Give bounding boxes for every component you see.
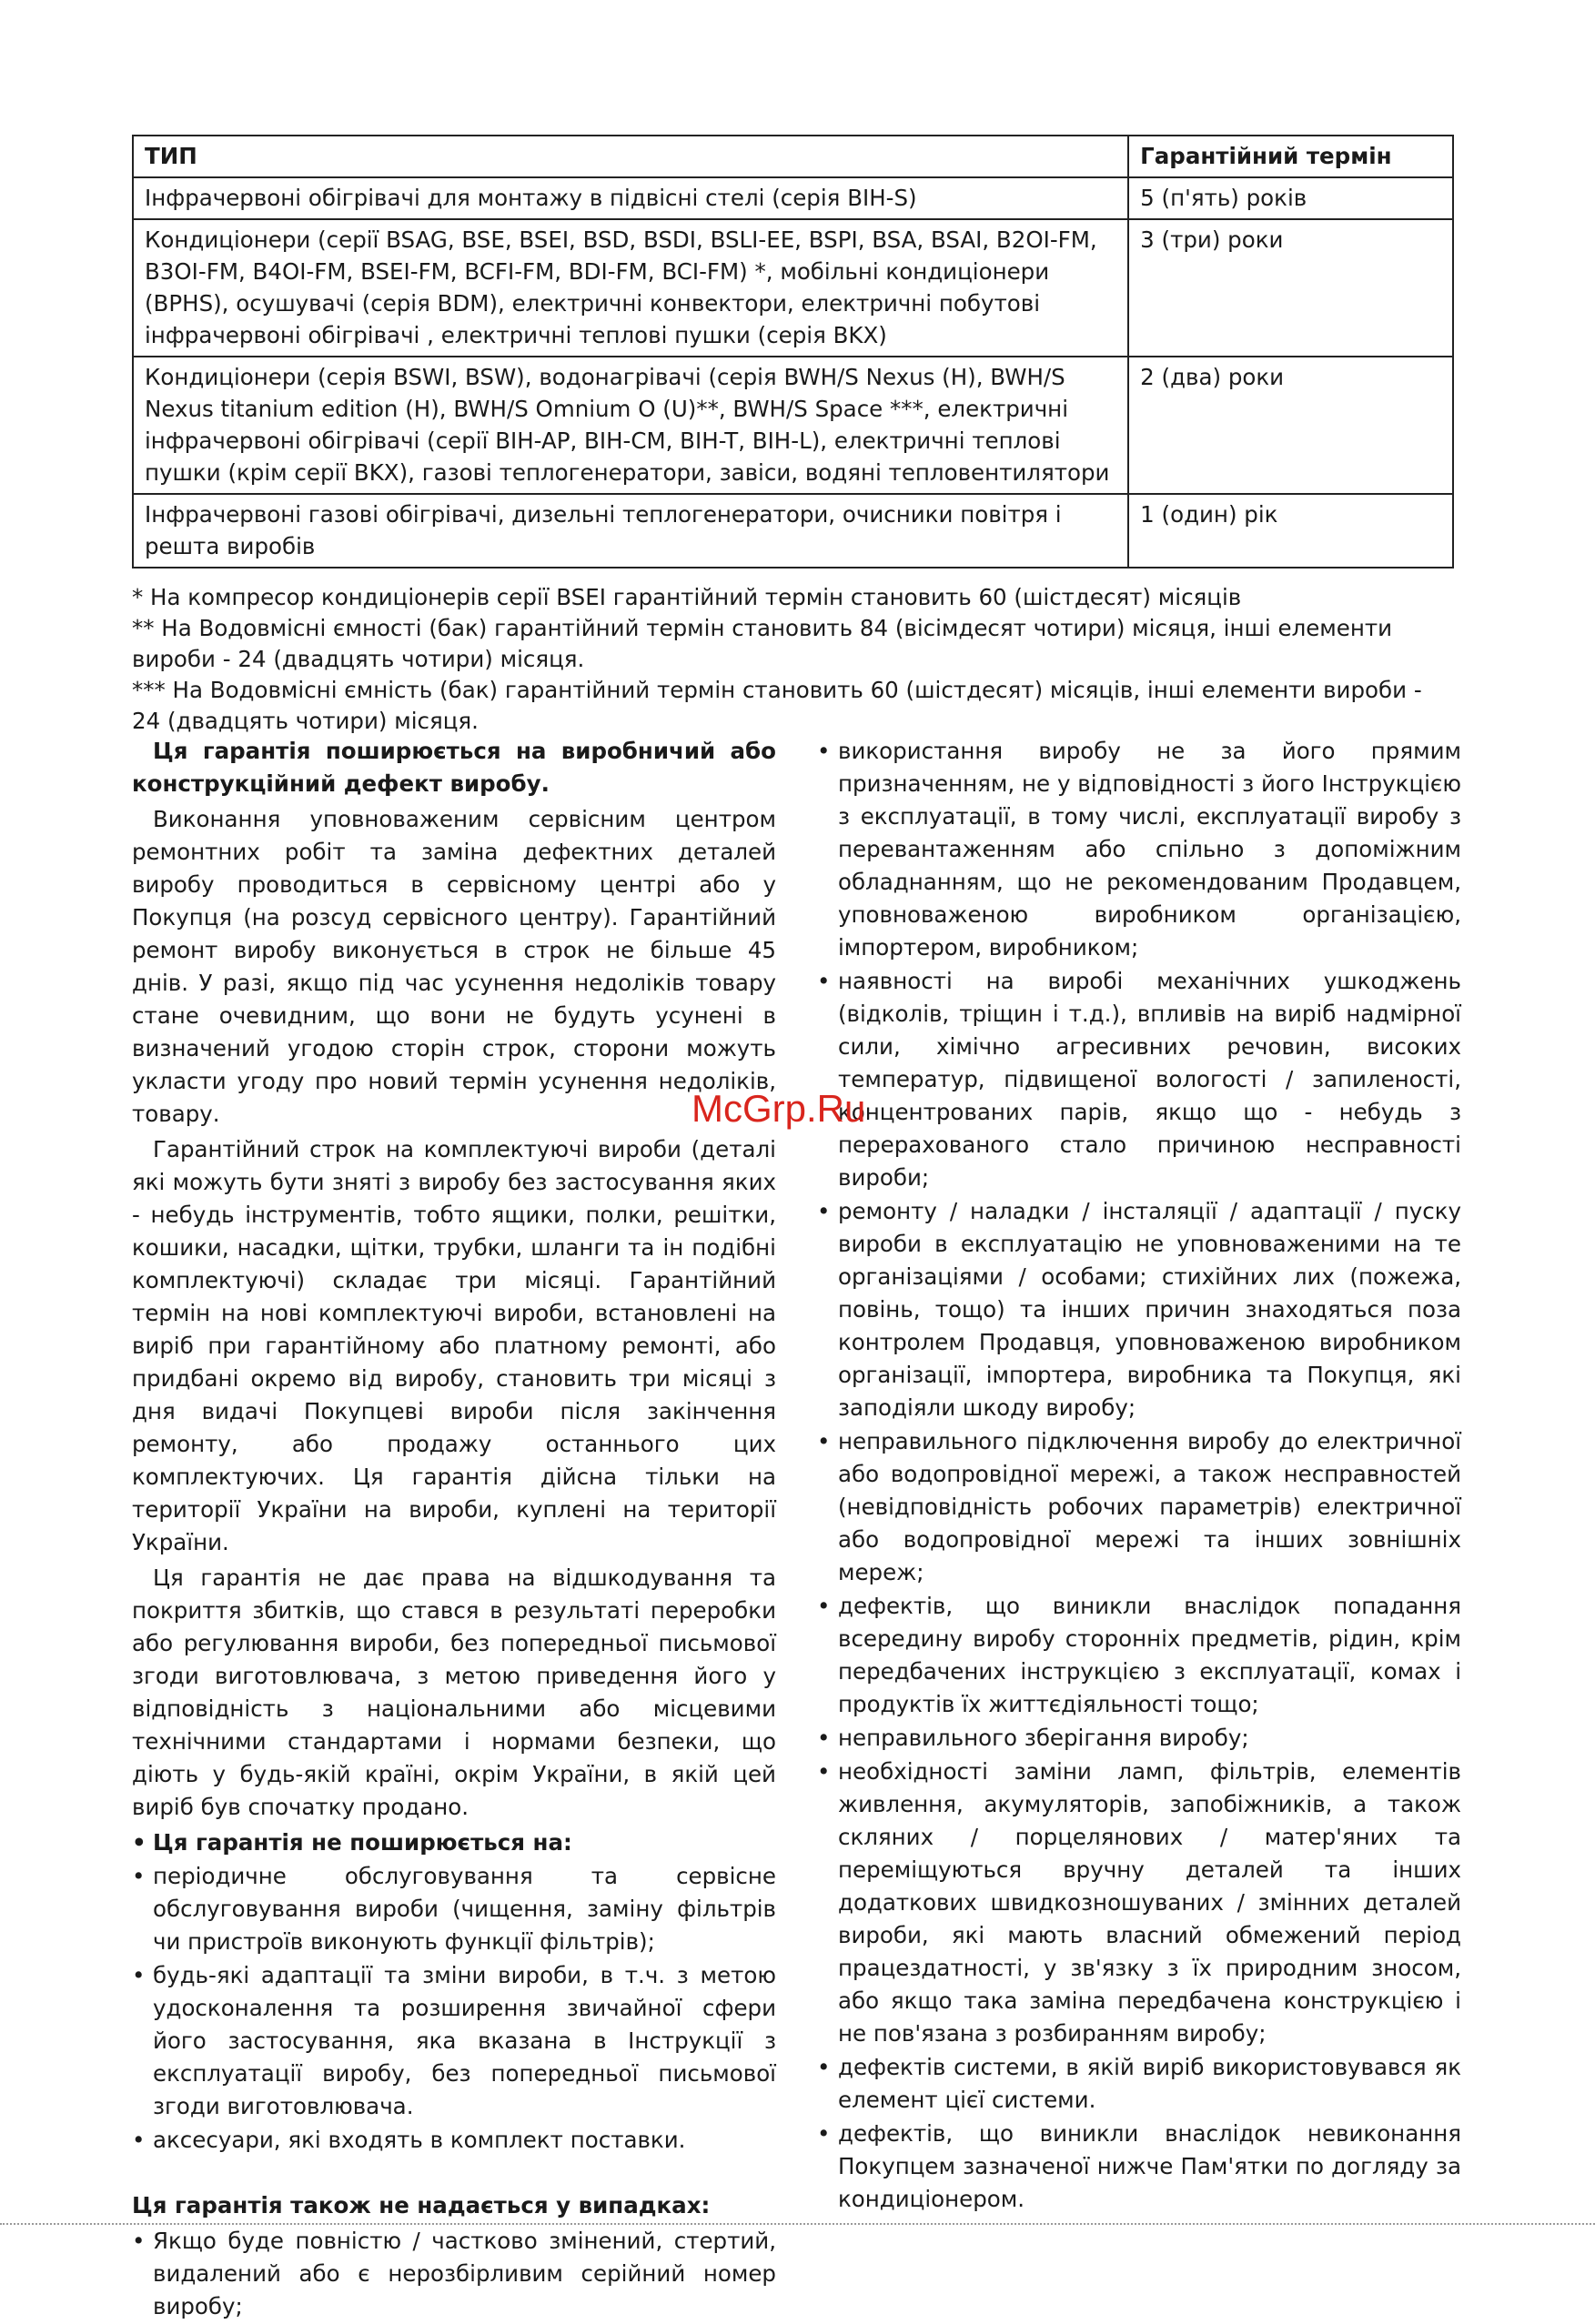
list-item: • періодичне обслуговування та сервісне обслуговування вироби (чищення, заміну фільтрів чи пристроїв виконують функції фільтрів);: [132, 1860, 776, 1958]
list-item: • необхідності заміни ламп, фільтрів, елементів живлення, акумуляторів, запобіжників, а також скляних / порцелянових / матер'яних та переміщуються вручну деталей та інших додаткових швидкозношуваних / змінних деталей вироби, які мають власний обмежений період працездатності, у зв'язку з їх природним зносом, або якщо така заміна передбачена конструкцією і не пов'язана з розбиранням виробу;: [817, 1756, 1461, 2050]
row-type: Інфрачервоні газові обігрівачі, дизельні теплогенератори, очисники повітря і решта виробів: [133, 494, 1128, 568]
not-provided-list: [132, 2225, 776, 2323]
list-item: • наявності на виробі механічних ушкоджень (відколів, тріщин і т.д.), впливів на виріб надмірної сили, хімічно агресивних речовин, високих температур, підвищеної вологості / запиленості, концентрованих парів, якщо що - небудь з перерахованого стало причиною несправності вироби;: [817, 965, 1461, 1194]
paragraph: Виконання уповноваженим сервісним центром ремонтних робіт та заміна дефектних деталей виробу проводиться в сервісному центрі або у Покупця (на розсуд сервісного центру). Гарантійний ремонт виробу виконується в строк не більше 45 днів. У разі, якщо під час усунення недоліків товару стане очевидним, що вони не будуть усунені в визначений угодою сторін строк, сторони можуть укласти угоду про новий термін усунення недоліків, товару.: [132, 806, 776, 1127]
table-row: [133, 494, 1453, 568]
spacer: [132, 2158, 776, 2189]
exclusions-list: [817, 735, 1461, 2216]
header-term: Гарантійний термін: [1128, 136, 1453, 177]
footnote: *** На Водовмісні ємність (бак) гарантійний термін становить 60 (шістдесят) місяців, інші елементи вироби - 24 (двадцять чотири) місяця.: [132, 677, 1422, 734]
list-item: • дефектів, що виникли внаслідок попадання всередину виробу сторонніх предметів, рідин, крім передбачених інструкцією з експлуатації, комах і продуктів їх життєдіяльності тощо;: [817, 1590, 1461, 1721]
list-item: • будь-які адаптації та зміни вироби, в т.ч. з метою удосконалення та розширення звичайної сфери його застосування, яка вказана в Інструкції з експлуатації виробу, без попередньої письмової згоди виготовлювача.: [132, 1959, 776, 2123]
list-item: • неправильного зберігання виробу;: [817, 1722, 1461, 1755]
warranty-table: [132, 135, 1454, 568]
table-row: [133, 357, 1453, 494]
left-column: [132, 735, 776, 2324]
list-item: • дефектів системи, в якій виріб використовувався як елемент цієї системи.: [817, 2051, 1461, 2117]
row-type: Кондиціонери (серія BSWI, BSW), водонагрівачі (серія BWH/S Nexus (H), BWH/S Nexus titanium edition (H), BWH/S Omnium O (U)**, BWH/S Space ***, електричні інфрачервоні обігрівачі (серії BIH-AP, BIH-CM, BIH-T, BIH-L), електричні теплові пушки (крім серії BKX), газові теплогенератори, завіси, водяні тепловентилятори: [133, 357, 1128, 494]
not-covered-heading: • Ця гарантія не поширюється на:: [132, 1826, 776, 1859]
row-term: 2 (два) роки: [1128, 357, 1453, 494]
row-term: 1 (один) рік: [1128, 494, 1453, 568]
bottom-divider: [0, 2223, 1595, 2225]
paragraph: Гарантійний строк на комплектуючі вироби (деталі які можуть бути зняті з виробу без застосування яких - небудь інструментів, тобто ящики, полки, решітки, кошики, насадки, щітки, трубки, шланги та ін подібні комплектуючі) складає три місяці. Гарантійний термін на нові комплектуючі вироби, встановлені на виріб при гарантійному або платному ремонті, або придбані окремо від виробу, становить три місяці з дня видачі Покупцеві вироби після закінчення ремонту, або продажу останнього цих комплектуючих. Ця гарантія дійсна тільки на території України на вироби, куплені на території України.: [132, 1136, 776, 1555]
table-header-row: [133, 136, 1453, 177]
header-type: ТИП: [133, 136, 1128, 177]
not-provided-heading: Ця гарантія також не надається у випадках:: [132, 2192, 711, 2218]
intro-bold: Ця гарантія поширюється на виробничий або конструкційний дефект виробу.: [132, 738, 776, 797]
table-row: [133, 219, 1453, 357]
right-column: [817, 735, 1461, 2217]
list-item: • аксесуари, які входять в комплект поставки.: [132, 2124, 776, 2157]
list-item: • неправильного підключення виробу до електричної або водопровідної мережі, а також несправностей (невідповідність робочих параметрів) електричної або водопровідної мережі та інших зовнішніх мереж;: [817, 1425, 1461, 1589]
row-term: 3 (три) роки: [1128, 219, 1453, 357]
table-row: [133, 177, 1453, 219]
footnote: ** На Водовмісні ємності (бак) гарантійний термін становить 84 (вісімдесят чотири) місяця, інші елементи вироби - 24 (двадцять чотири) місяця.: [132, 615, 1393, 672]
not-covered-list: [132, 1826, 776, 2157]
footnote: * На компресор кондиціонерів серії BSEI гарантійний термін становить 60 (шістдесят) місяців: [132, 584, 1242, 610]
row-type: Кондиціонери (серії BSAG, BSE, BSEI, BSD, BSDI, BSLI-EE, BSPI, BSA, BSAI, B2OI-FM, B3OI-FM, B4OI-FM, BSEI-FM, BCFI-FM, BDI-FM, BCI-FM) *, мобільні кондиціонери (BPHS), осушувачі (серія BDM), електричні конвектори, електричні побутові інфрачервоні обігрівачі , електричні теплові пушки (серія BKX): [133, 219, 1128, 357]
footnotes: [132, 582, 1454, 737]
list-item: • використання виробу не за його прямим призначенням, не у відповідності з його Інструкцією з експлуатації, в тому числі, експлуатації виробу з перевантаженням або спільно з допоміжним обладнанням, що не рекомендованим Продавцем, уповноваженою виробником організацією, імпортером, виробником;: [817, 735, 1461, 964]
list-item: • дефектів, що виникли внаслідок невиконання Покупцем зазначеної нижче Пам'ятки по догляду за кондиціонером.: [817, 2118, 1461, 2216]
list-item: • ремонту / наладки / інсталяції / адаптації / пуску вироби в експлуатацію не уповноваженими на те організаціями / особами; стихійних лих (пожежа, повінь, тощо) та інших причин знаходяться поза контролем Продавця, уповноваженою виробником організації, імпортера, виробника та Покупця, які заподіяли шкоду виробу;: [817, 1195, 1461, 1424]
watermark: McGrp.Ru: [692, 1087, 866, 1130]
row-type: Інфрачервоні обігрівачі для монтажу в підвісні стелі (серія BIH-S): [133, 177, 1128, 219]
list-item: • Якщо буде повністю / частково змінений, стертий, видалений або є нерозбірливим серійний номер виробу;: [132, 2225, 776, 2323]
row-term: 5 (п'ять) років: [1128, 177, 1453, 219]
paragraph: Ця гарантія не дає права на відшкодування та покриття збитків, що стався в результаті переробки або регулювання вироби, без попередньої письмової згоди виготовлювача, з метою приведення його у відповідність з національними або місцевими технічними стандартами і нормами безпеки, що діють у будь-якій країні, окрім України, в якій цей виріб був спочатку продано.: [132, 1564, 776, 1820]
